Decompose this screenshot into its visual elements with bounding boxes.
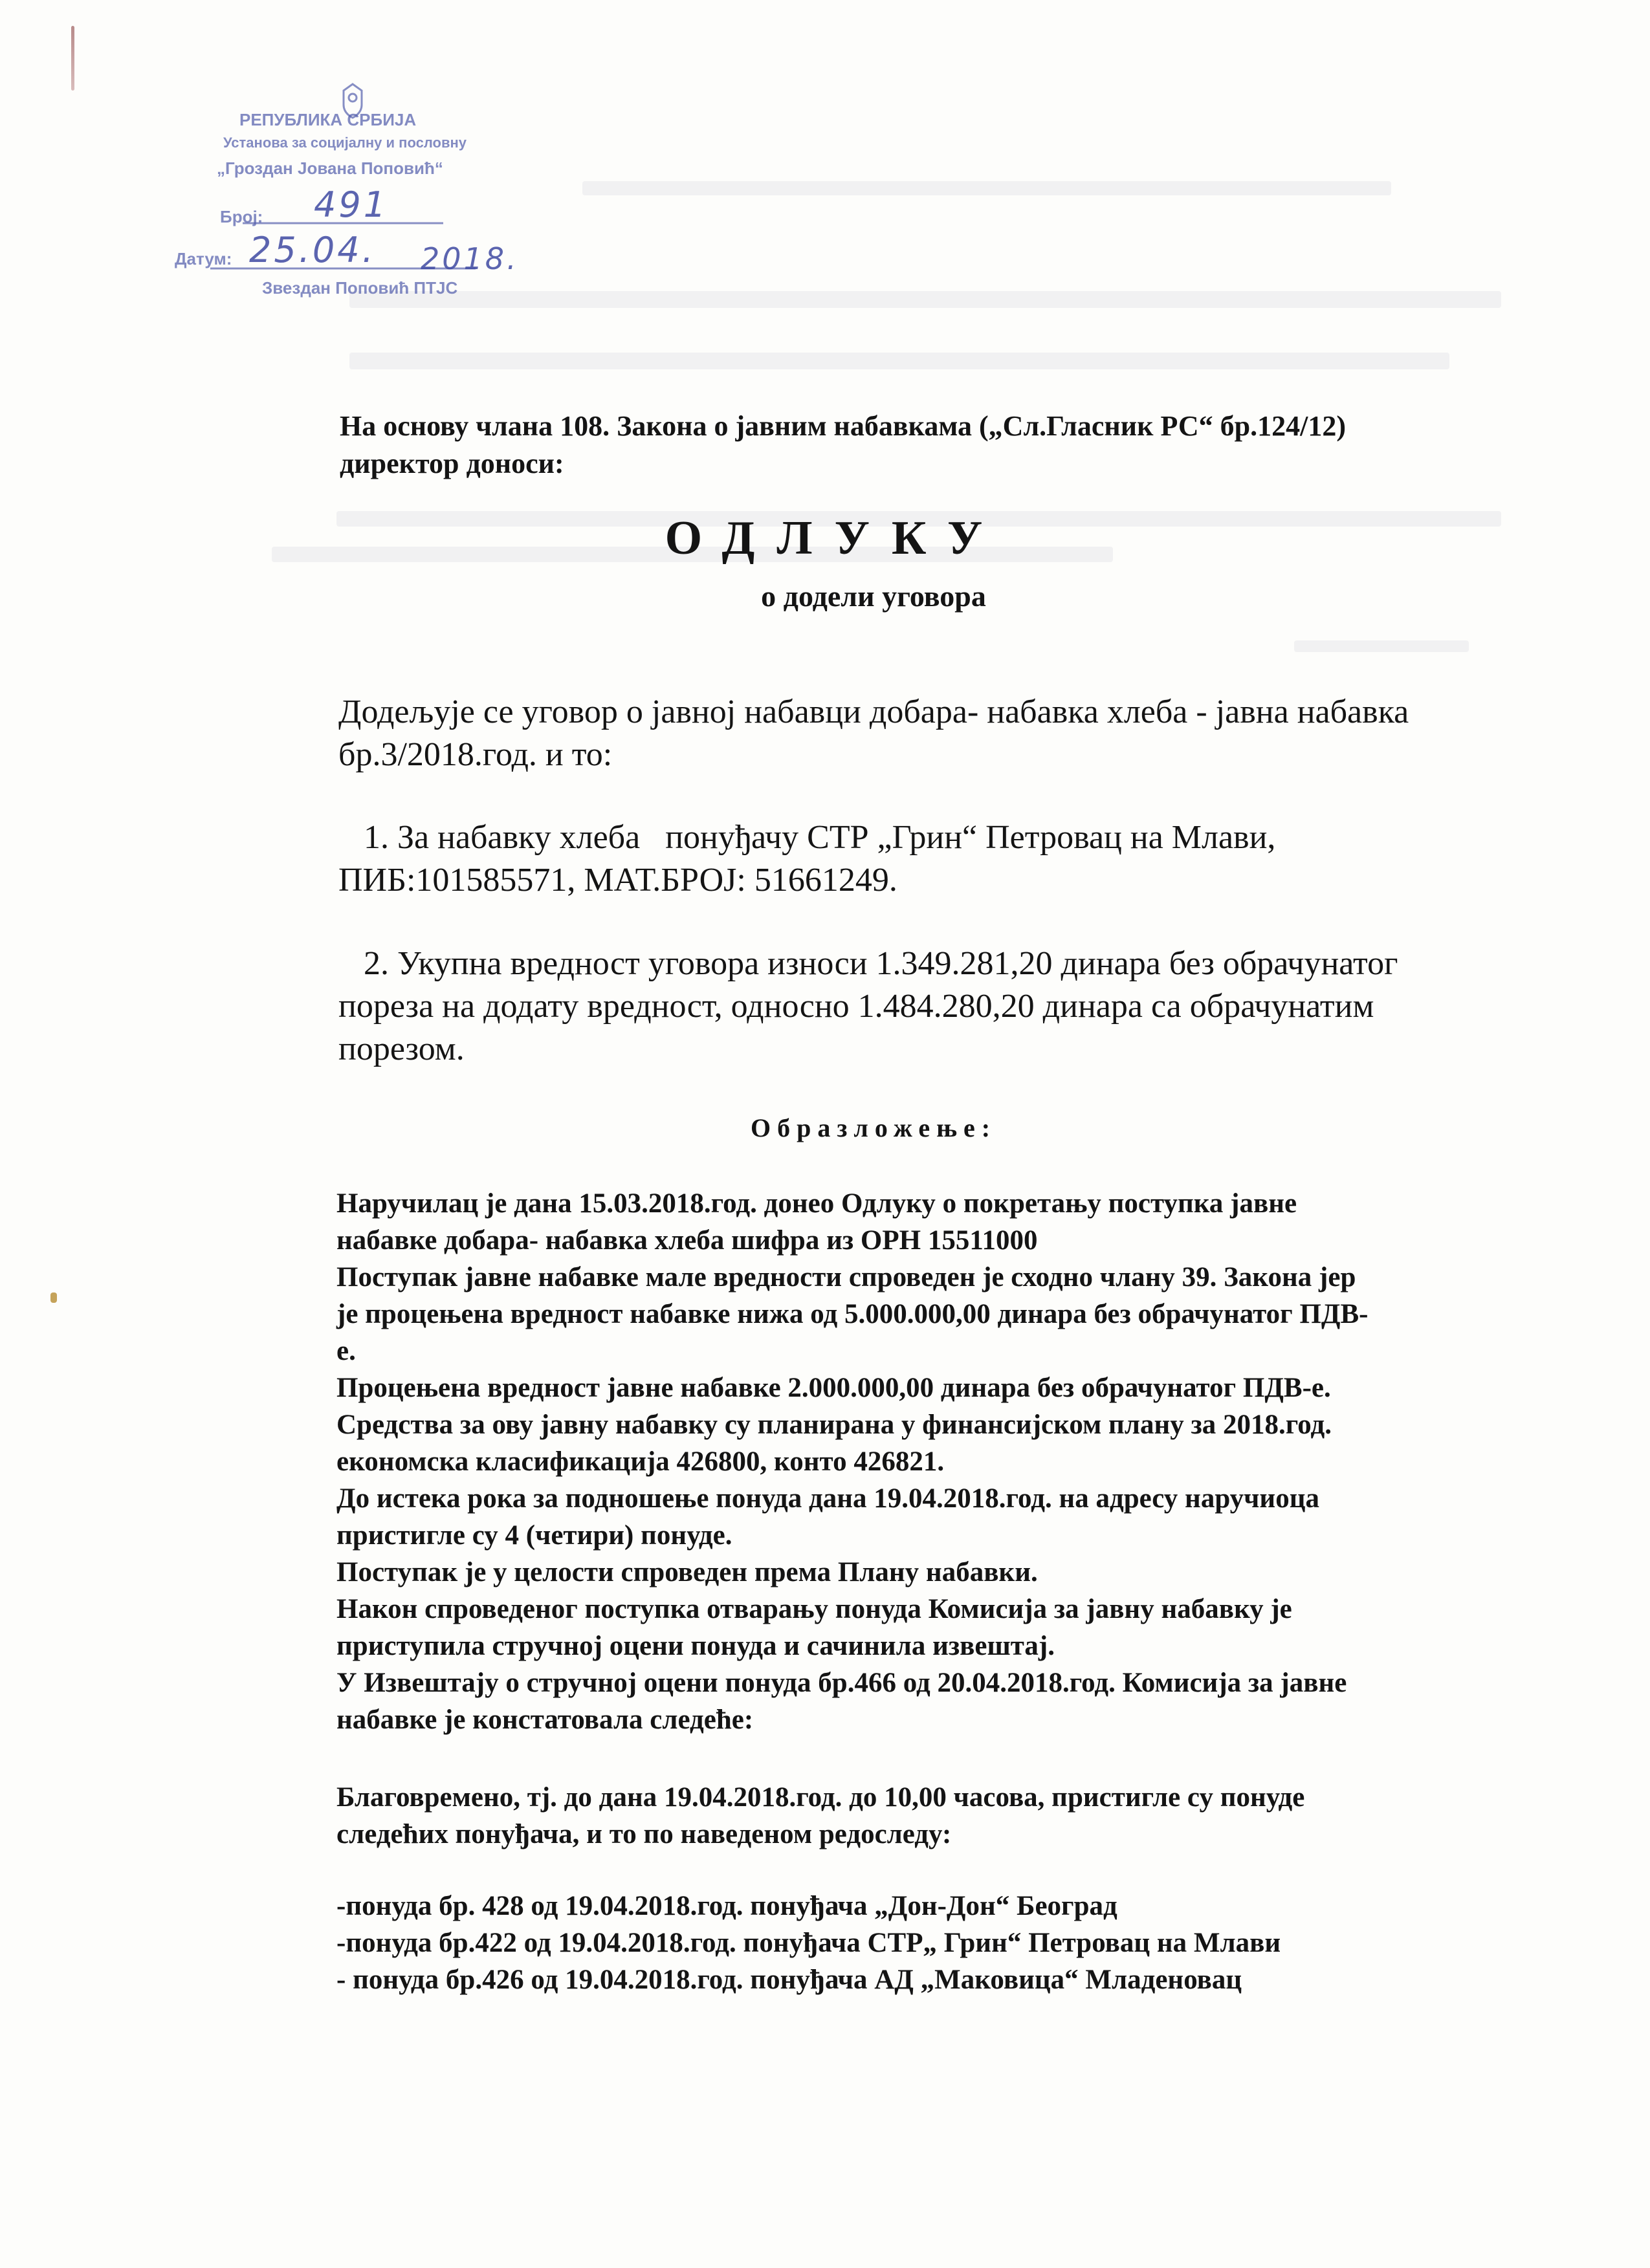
explanation-line: следећих понуђача, и то по наведеном редоследу: [336,1819,952,1849]
intro-line: На основу члана 108. Закона о јавним набавкама („Сл.Гласник РС“ бр.124/12) [340,410,1346,442]
explanation-line: Средства за ову јавну набавку су планирана у финансијском плану за 2018.год. [336,1410,1332,1440]
offers-list [336,1888,1281,1998]
decision-item-2 [338,943,1398,1071]
document-title: ОДЛУКУ [665,512,1005,565]
stamp-date-handwritten: 25.04. [249,230,376,270]
explanation-line: пристигле су 4 (четири) понуде. [336,1520,732,1551]
explanation-line: Након спроведеног поступка отварању понуда Комисија за јавну набавку је [336,1594,1292,1624]
offer-item: - понуда бр.426 од 19.04.2018.год. понуђача АД „Маковица“ Младеновац [336,1965,1242,1995]
decision-line: Додељује се уговор о јавној набавци добара- набавка хлеба - јавна набавка [338,693,1409,730]
decision-item-1 [338,816,1275,902]
explanation-line: Поступак је у целости спроведен према Плану набавки. [336,1557,1038,1587]
explanation-heading: Образложење: [750,1113,997,1142]
explanation-line: Наручилац је дана 15.03.2018.год. донео Одлуку о покретању поступка јавне [336,1188,1297,1219]
stamp-number-label: Број: [220,207,263,226]
decision-main [338,691,1409,776]
intro-paragraph [340,408,1346,483]
explanation-line: је процењена вредност набавке нижа од 5.000.000,00 динара без обрачунатог ПДВ- [336,1299,1369,1329]
explanation-line: Процењена вредност јавне набавке 2.000.000,00 динара без обрачунатог ПДВ-е. [336,1373,1331,1403]
offer-item: -понуда бр. 428 од 19.04.2018.год. понуђача „Дон-Дон“ Београд [336,1891,1117,1921]
explanation-line: У Извештају о стручној оцени понуда бр.466 од 20.04.2018.год. Комисија за јавне [336,1668,1347,1698]
document-subtitle: о додели уговора [761,580,986,613]
explanation-line: Благовремено, тј. до дана 19.04.2018.год. до 10,00 часова, пристигле су понуде [336,1782,1305,1813]
explanation-line: е. [336,1336,356,1366]
scan-speck [50,1292,57,1303]
explanation-block-1 [336,1185,1369,1738]
explanation-block-2 [336,1779,1304,1853]
explanation-line: набавке је констатовала следеће: [336,1705,754,1735]
explanation-line: економска класификација 426800, конто 426821. [336,1446,945,1477]
show-through [582,181,1391,195]
stamp-line-3: „Гроздан Јована Поповић“ [217,158,443,178]
stamp-date-label: Датум: [175,249,232,268]
stamp-number-handwritten: 491 [314,184,389,225]
decision-line: 1. За набавку хлеба понуђачу СТР „Грин“ Петровац на Млави, [338,819,1276,856]
decision-line: порезом. [338,1030,465,1067]
decision-line: пореза на додату вредност, односно 1.484.280,20 динара са обрачунатим [338,988,1374,1025]
registration-stamp [165,74,540,307]
offer-item: -понуда бр.422 од 19.04.2018.год. понуђача СТР„ Грин“ Петровац на Млави [336,1928,1281,1958]
show-through [1294,640,1469,652]
scan-edge-mark [71,26,74,91]
explanation-line: набавке добара- набавка хлеба шифра из ОРН 15511000 [336,1225,1038,1256]
explanation-line: До истека рока за подношење понуда дана 19.04.2018.год. на адресу наручиоца [336,1483,1319,1514]
show-through [349,353,1449,369]
explanation-line: Поступак јавне набавке мале вредности спроведен је сходно члану 39. Закона јер [336,1262,1356,1292]
stamp-line-6: Звездан Поповић ПТЈС [262,278,458,298]
decision-line: ПИБ:101585571, МАТ.БРОЈ: 51661249. [338,862,897,899]
stamp-line-1: РЕПУБЛИКА СРБИЈА [239,110,417,129]
decision-line: бр.3/2018.год. и то: [338,736,613,773]
stamp-line-2: Установа за социјалну и пословну [223,135,467,151]
intro-line: директор доноси: [340,448,564,479]
decision-line: 2. Укупна вредност уговора износи 1.349.281,20 динара без обрачунатог [338,945,1398,982]
explanation-line: приступила стручној оцени понуда и сачинила извештај. [336,1631,1055,1661]
stamp-year: 2018. [421,241,519,276]
